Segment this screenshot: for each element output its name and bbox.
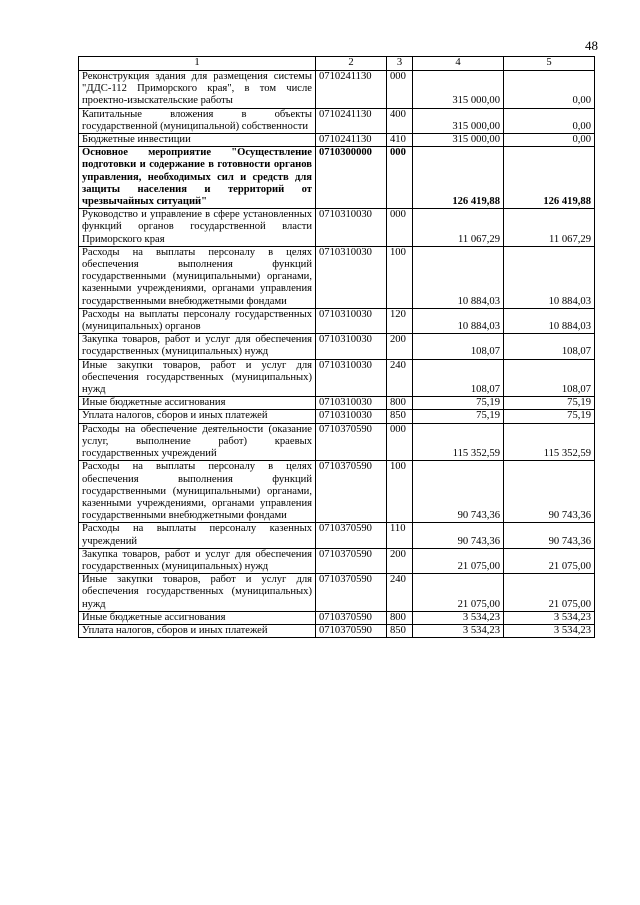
row-expense-type-cell: 100	[387, 246, 413, 308]
table-row	[79, 308, 595, 333]
row-amount-4-cell: 10 884,03	[413, 246, 504, 308]
header-cell-amount-5: 5	[504, 57, 595, 71]
row-amount-5-cell: 21 075,00	[504, 548, 595, 573]
row-code-cell: 0710370590	[316, 548, 387, 573]
row-amount-4-cell: 75,19	[413, 397, 504, 410]
row-name-cell: Иные закупки товаров, работ и услуг для обеспечения государственных (муниципальных) нужд	[79, 574, 316, 612]
row-name-cell: Расходы на обеспечение деятельности (оказание услуг, выполнение работ) краевых государственных учреждений	[79, 423, 316, 461]
row-amount-5-cell: 10 884,03	[504, 246, 595, 308]
row-amount-5-cell: 11 067,29	[504, 209, 595, 247]
row-expense-type-cell: 100	[387, 461, 413, 523]
row-amount-4-cell: 315 000,00	[413, 134, 504, 147]
row-name-cell: Руководство и управление в сфере установленных функций органов государственной власти Приморского края	[79, 209, 316, 247]
row-name-cell: Иные бюджетные ассигнования	[79, 397, 316, 410]
table-row	[79, 108, 595, 133]
row-code-cell: 0710310030	[316, 308, 387, 333]
row-name-cell: Уплата налогов, сборов и иных платежей	[79, 624, 316, 637]
row-expense-type-cell: 200	[387, 334, 413, 359]
row-amount-4-cell: 75,19	[413, 410, 504, 423]
row-expense-type-cell: 410	[387, 134, 413, 147]
table-row	[79, 410, 595, 423]
row-code-cell: 0710310030	[316, 359, 387, 397]
row-amount-5-cell: 3 534,23	[504, 611, 595, 624]
row-code-cell: 0710241130	[316, 108, 387, 133]
row-amount-5-cell: 75,19	[504, 397, 595, 410]
row-code-cell: 0710310030	[316, 334, 387, 359]
table-row	[79, 523, 595, 548]
row-expense-type-cell: 000	[387, 71, 413, 109]
row-amount-4-cell: 90 743,36	[413, 523, 504, 548]
row-name-cell: Закупка товаров, работ и услуг для обеспечения государственных (муниципальных) нужд	[79, 548, 316, 573]
row-amount-5-cell: 90 743,36	[504, 461, 595, 523]
row-name-cell: Закупка товаров, работ и услуг для обеспечения государственных (муниципальных) нужд	[79, 334, 316, 359]
row-code-cell: 0710310030	[316, 410, 387, 423]
table-row	[79, 246, 595, 308]
row-name-cell: Иные закупки товаров, работ и услуг для обеспечения государственных (муниципальных) нужд	[79, 359, 316, 397]
table-row	[79, 624, 595, 637]
row-expense-type-cell: 000	[387, 147, 413, 209]
table-row	[79, 548, 595, 573]
row-code-cell: 0710370590	[316, 611, 387, 624]
row-amount-5-cell: 108,07	[504, 359, 595, 397]
row-name-cell: Расходы на выплаты персоналу в целях обеспечения выполнения функций государственными (муниципальными) органами, казенными учреждениями, органами управления государственными внебюджетными фондами	[79, 461, 316, 523]
header-cell-code: 2	[316, 57, 387, 71]
table-row	[79, 397, 595, 410]
header-row	[79, 57, 595, 71]
table-row	[79, 423, 595, 461]
row-amount-5-cell: 75,19	[504, 410, 595, 423]
row-code-cell: 0710370590	[316, 423, 387, 461]
header-cell-amount-4: 4	[413, 57, 504, 71]
table-row	[79, 461, 595, 523]
table-row	[79, 147, 595, 209]
row-name-cell: Реконструкция здания для размещения системы "ДДС-112 Приморского края", в том числе проектно-изыскательские работы	[79, 71, 316, 109]
row-expense-type-cell: 240	[387, 574, 413, 612]
header-cell-name: 1	[79, 57, 316, 71]
row-amount-4-cell: 108,07	[413, 359, 504, 397]
row-name-cell: Расходы на выплаты персоналу в целях обеспечения выполнения функций государственными (муниципальными) органами, казенными учреждениями, органами управления государственными внебюджетными фондами	[79, 246, 316, 308]
row-code-cell: 0710370590	[316, 574, 387, 612]
row-amount-5-cell: 3 534,23	[504, 624, 595, 637]
row-expense-type-cell: 800	[387, 611, 413, 624]
table-row	[79, 134, 595, 147]
row-code-cell: 0710241130	[316, 71, 387, 109]
row-name-cell: Капитальные вложения в объекты государственной (муниципальной) собственности	[79, 108, 316, 133]
row-expense-type-cell: 850	[387, 410, 413, 423]
table-row	[79, 334, 595, 359]
row-amount-4-cell: 3 534,23	[413, 611, 504, 624]
row-amount-5-cell: 126 419,88	[504, 147, 595, 209]
row-amount-4-cell: 3 534,23	[413, 624, 504, 637]
row-amount-4-cell: 10 884,03	[413, 308, 504, 333]
row-amount-5-cell: 0,00	[504, 108, 595, 133]
table-row	[79, 574, 595, 612]
header-cell-expense-type: 3	[387, 57, 413, 71]
row-expense-type-cell: 400	[387, 108, 413, 133]
row-amount-4-cell: 315 000,00	[413, 108, 504, 133]
row-expense-type-cell: 200	[387, 548, 413, 573]
row-expense-type-cell: 120	[387, 308, 413, 333]
row-expense-type-cell: 110	[387, 523, 413, 548]
row-amount-4-cell: 115 352,59	[413, 423, 504, 461]
row-code-cell: 0710370590	[316, 523, 387, 548]
row-amount-4-cell: 21 075,00	[413, 574, 504, 612]
budget-table	[78, 56, 595, 638]
row-code-cell: 0710310030	[316, 246, 387, 308]
row-code-cell: 0710300000	[316, 147, 387, 209]
table-row	[79, 209, 595, 247]
row-name-cell: Основное мероприятие "Осуществление подготовки и содержание в готовности органов управления, необходимых сил и средств для защиты населения и территорий от чрезвычайных ситуаций"	[79, 147, 316, 209]
table-row	[79, 359, 595, 397]
row-expense-type-cell: 850	[387, 624, 413, 637]
row-expense-type-cell: 000	[387, 423, 413, 461]
page-number: 48	[585, 38, 598, 53]
row-amount-4-cell: 11 067,29	[413, 209, 504, 247]
row-name-cell: Расходы на выплаты персоналу казенных учреждений	[79, 523, 316, 548]
row-amount-4-cell: 90 743,36	[413, 461, 504, 523]
row-amount-4-cell: 108,07	[413, 334, 504, 359]
table-row	[79, 611, 595, 624]
row-amount-5-cell: 108,07	[504, 334, 595, 359]
row-expense-type-cell: 240	[387, 359, 413, 397]
row-code-cell: 0710310030	[316, 397, 387, 410]
row-expense-type-cell: 000	[387, 209, 413, 247]
table-row	[79, 71, 595, 109]
row-expense-type-cell: 800	[387, 397, 413, 410]
row-name-cell: Уплата налогов, сборов и иных платежей	[79, 410, 316, 423]
row-amount-4-cell: 126 419,88	[413, 147, 504, 209]
row-name-cell: Расходы на выплаты персоналу государственных (муниципальных) органов	[79, 308, 316, 333]
row-amount-4-cell: 315 000,00	[413, 71, 504, 109]
row-amount-5-cell: 0,00	[504, 134, 595, 147]
row-name-cell: Бюджетные инвестиции	[79, 134, 316, 147]
row-name-cell: Иные бюджетные ассигнования	[79, 611, 316, 624]
row-amount-5-cell: 0,00	[504, 71, 595, 109]
row-amount-5-cell: 21 075,00	[504, 574, 595, 612]
row-amount-5-cell: 115 352,59	[504, 423, 595, 461]
row-amount-5-cell: 90 743,36	[504, 523, 595, 548]
row-code-cell: 0710241130	[316, 134, 387, 147]
row-amount-5-cell: 10 884,03	[504, 308, 595, 333]
row-code-cell: 0710310030	[316, 209, 387, 247]
row-code-cell: 0710370590	[316, 461, 387, 523]
row-amount-4-cell: 21 075,00	[413, 548, 504, 573]
row-code-cell: 0710370590	[316, 624, 387, 637]
